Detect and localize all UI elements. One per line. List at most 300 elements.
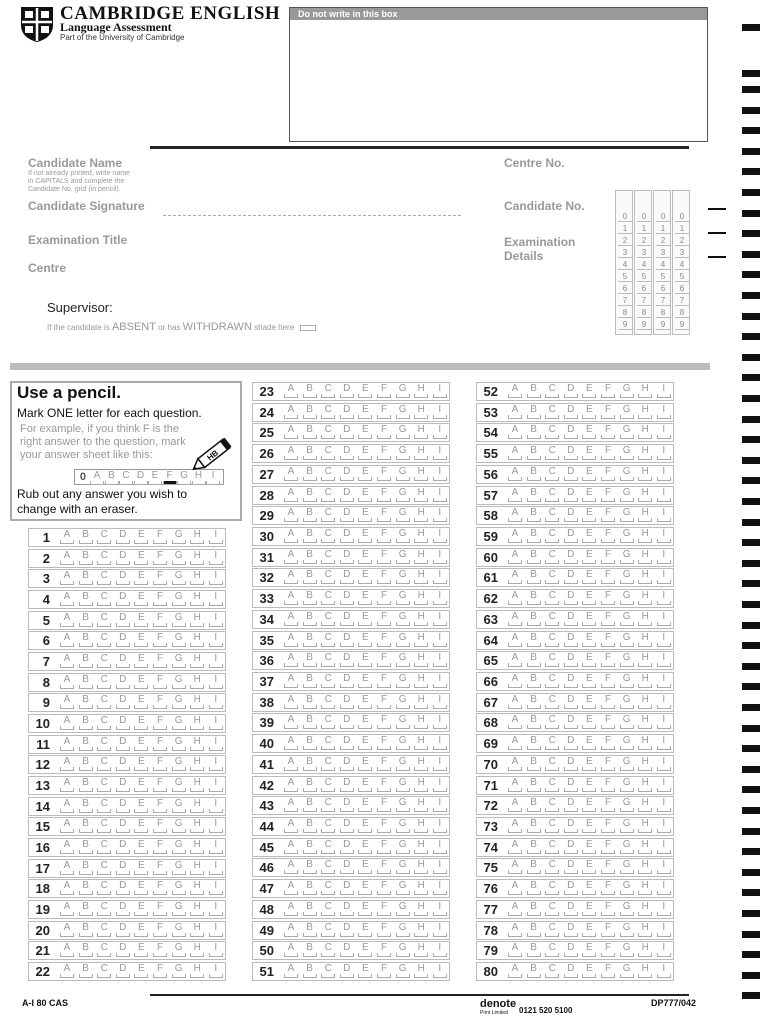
- candidate-digit[interactable]: 4: [675, 260, 689, 270]
- answer-option-c[interactable]: [96, 963, 112, 980]
- candidate-digit[interactable]: 7: [656, 296, 670, 306]
- answer-option-h[interactable]: [189, 963, 205, 980]
- answer-option-e[interactable]: [133, 674, 149, 691]
- answer-option-g[interactable]: [395, 839, 411, 856]
- answer-option-g[interactable]: [171, 756, 187, 773]
- answer-option-g[interactable]: [395, 942, 411, 959]
- answer-option-e[interactable]: [133, 529, 149, 546]
- answer-option-f[interactable]: [376, 818, 392, 835]
- answer-option-g[interactable]: [619, 694, 635, 711]
- answer-option-c[interactable]: [320, 487, 336, 504]
- answer-option-b[interactable]: [526, 797, 542, 814]
- answer-option-c[interactable]: [320, 694, 336, 711]
- answer-option-a[interactable]: [59, 736, 75, 753]
- candidate-digit[interactable]: 4: [656, 260, 670, 270]
- answer-option-d[interactable]: [115, 550, 131, 567]
- answer-option-a[interactable]: [59, 777, 75, 794]
- answer-option-h[interactable]: [189, 756, 205, 773]
- answer-option-i[interactable]: [208, 612, 224, 629]
- answer-option-i[interactable]: [656, 735, 672, 752]
- answer-option-e[interactable]: [581, 404, 597, 421]
- answer-option-c[interactable]: [544, 963, 560, 980]
- answer-option-e[interactable]: [357, 487, 373, 504]
- answer-option-d[interactable]: [563, 714, 579, 731]
- answer-option-c[interactable]: [96, 715, 112, 732]
- answer-option-h[interactable]: [637, 383, 653, 400]
- answer-option-e[interactable]: [581, 714, 597, 731]
- answer-option-b[interactable]: [302, 694, 318, 711]
- answer-option-d[interactable]: [563, 590, 579, 607]
- answer-option-h[interactable]: [637, 756, 653, 773]
- answer-option-e[interactable]: [133, 736, 149, 753]
- answer-option-i[interactable]: [432, 714, 448, 731]
- answer-option-g[interactable]: [395, 735, 411, 752]
- answer-option-h[interactable]: [413, 487, 429, 504]
- answer-option-g[interactable]: [395, 424, 411, 441]
- candidate-digit[interactable]: 7: [637, 296, 651, 306]
- answer-option-i[interactable]: [432, 507, 448, 524]
- answer-option-g[interactable]: [395, 963, 411, 980]
- answer-option-d[interactable]: [563, 797, 579, 814]
- answer-option-d[interactable]: [115, 756, 131, 773]
- answer-option-i[interactable]: [208, 653, 224, 670]
- answer-option-a[interactable]: [283, 694, 299, 711]
- answer-option-e[interactable]: [357, 797, 373, 814]
- answer-option-e[interactable]: [133, 550, 149, 567]
- answer-option-f[interactable]: [600, 487, 616, 504]
- answer-option-d[interactable]: [563, 922, 579, 939]
- answer-option-c[interactable]: [544, 487, 560, 504]
- answer-option-g[interactable]: [619, 590, 635, 607]
- answer-option-b[interactable]: [526, 839, 542, 856]
- answer-option-h[interactable]: [413, 714, 429, 731]
- answer-option-f[interactable]: [152, 777, 168, 794]
- answer-option-b[interactable]: [302, 880, 318, 897]
- answer-option-b[interactable]: [526, 673, 542, 690]
- answer-option-c[interactable]: [96, 550, 112, 567]
- answer-option-c[interactable]: [544, 549, 560, 566]
- answer-option-g[interactable]: [395, 777, 411, 794]
- answer-option-h[interactable]: [413, 590, 429, 607]
- answer-option-a[interactable]: [507, 922, 523, 939]
- answer-option-d[interactable]: [339, 735, 355, 752]
- answer-option-h[interactable]: [189, 674, 205, 691]
- answer-option-e[interactable]: [357, 922, 373, 939]
- answer-option-b[interactable]: [302, 611, 318, 628]
- answer-option-d[interactable]: [339, 777, 355, 794]
- answer-option-d[interactable]: [115, 777, 131, 794]
- answer-option-d[interactable]: [339, 942, 355, 959]
- answer-option-b[interactable]: [302, 777, 318, 794]
- answer-option-e[interactable]: [581, 818, 597, 835]
- answer-option-i[interactable]: [656, 922, 672, 939]
- answer-option-f[interactable]: [376, 714, 392, 731]
- answer-option-b[interactable]: [302, 652, 318, 669]
- answer-option-h[interactable]: [189, 570, 205, 587]
- answer-option-i[interactable]: [656, 673, 672, 690]
- answer-option-g[interactable]: [395, 404, 411, 421]
- answer-option-d[interactable]: [115, 880, 131, 897]
- answer-option-e[interactable]: [133, 798, 149, 815]
- answer-option-a[interactable]: [507, 549, 523, 566]
- answer-option-f[interactable]: [376, 528, 392, 545]
- answer-option-b[interactable]: [526, 507, 542, 524]
- answer-option-i[interactable]: [432, 549, 448, 566]
- answer-option-i[interactable]: [656, 859, 672, 876]
- answer-option-h[interactable]: [189, 591, 205, 608]
- answer-option-c[interactable]: [320, 549, 336, 566]
- answer-option-a[interactable]: [507, 404, 523, 421]
- answer-option-i[interactable]: [656, 777, 672, 794]
- candidate-digit[interactable]: 6: [656, 284, 670, 294]
- answer-option-a[interactable]: [283, 528, 299, 545]
- answer-option-e[interactable]: [357, 694, 373, 711]
- answer-option-c[interactable]: [544, 735, 560, 752]
- answer-option-d[interactable]: [339, 466, 355, 483]
- answer-option-a[interactable]: [59, 694, 75, 711]
- answer-option-g[interactable]: [619, 383, 635, 400]
- answer-option-d[interactable]: [115, 653, 131, 670]
- answer-option-h[interactable]: [189, 694, 205, 711]
- answer-option-c[interactable]: [544, 922, 560, 939]
- answer-option-b[interactable]: [526, 445, 542, 462]
- answer-option-a[interactable]: [283, 487, 299, 504]
- answer-option-e[interactable]: [133, 839, 149, 856]
- answer-option-c[interactable]: [544, 507, 560, 524]
- answer-option-g[interactable]: [619, 466, 635, 483]
- answer-option-c[interactable]: [320, 404, 336, 421]
- answer-option-b[interactable]: [302, 507, 318, 524]
- answer-option-g[interactable]: [395, 880, 411, 897]
- candidate-digit[interactable]: 9: [656, 320, 670, 330]
- answer-option-i[interactable]: [656, 880, 672, 897]
- answer-option-d[interactable]: [115, 591, 131, 608]
- answer-option-g[interactable]: [171, 922, 187, 939]
- candidate-digit[interactable]: 6: [637, 284, 651, 294]
- answer-option-i[interactable]: [432, 797, 448, 814]
- answer-option-g[interactable]: [619, 652, 635, 669]
- answer-option-c[interactable]: [96, 756, 112, 773]
- answer-option-f[interactable]: [600, 632, 616, 649]
- answer-option-f[interactable]: [152, 674, 168, 691]
- answer-option-f[interactable]: [600, 652, 616, 669]
- answer-option-g[interactable]: [171, 550, 187, 567]
- answer-option-f[interactable]: [600, 528, 616, 545]
- answer-option-i[interactable]: [656, 569, 672, 586]
- answer-option-b[interactable]: [78, 529, 94, 546]
- answer-option-c[interactable]: [96, 880, 112, 897]
- answer-option-h[interactable]: [637, 424, 653, 441]
- answer-option-g[interactable]: [171, 901, 187, 918]
- answer-option-d[interactable]: [339, 797, 355, 814]
- answer-option-c[interactable]: [544, 383, 560, 400]
- answer-option-i[interactable]: [656, 404, 672, 421]
- answer-option-e[interactable]: [133, 922, 149, 939]
- answer-option-c[interactable]: [544, 756, 560, 773]
- answer-option-e[interactable]: [581, 528, 597, 545]
- answer-option-h[interactable]: [637, 942, 653, 959]
- answer-option-e[interactable]: [357, 549, 373, 566]
- answer-option-f[interactable]: [376, 859, 392, 876]
- answer-option-h[interactable]: [189, 798, 205, 815]
- answer-option-i[interactable]: [656, 756, 672, 773]
- answer-option-f[interactable]: [600, 694, 616, 711]
- answer-option-f[interactable]: [600, 673, 616, 690]
- answer-option-g[interactable]: [619, 673, 635, 690]
- answer-option-f[interactable]: [376, 507, 392, 524]
- answer-option-d[interactable]: [339, 963, 355, 980]
- answer-option-i[interactable]: [656, 652, 672, 669]
- answer-option-i[interactable]: [208, 963, 224, 980]
- answer-option-f[interactable]: [600, 859, 616, 876]
- answer-option-c[interactable]: [96, 942, 112, 959]
- answer-option-h[interactable]: [413, 797, 429, 814]
- answer-option-f[interactable]: [376, 632, 392, 649]
- absent-shade-box[interactable]: [300, 325, 316, 331]
- answer-option-h[interactable]: [637, 839, 653, 856]
- answer-option-f[interactable]: [600, 404, 616, 421]
- answer-option-b[interactable]: [526, 404, 542, 421]
- answer-option-b[interactable]: [78, 570, 94, 587]
- answer-option-c[interactable]: [320, 714, 336, 731]
- answer-option-h[interactable]: [189, 922, 205, 939]
- answer-option-a[interactable]: [283, 611, 299, 628]
- answer-option-h[interactable]: [189, 632, 205, 649]
- answer-option-h[interactable]: [413, 383, 429, 400]
- answer-option-h[interactable]: [637, 632, 653, 649]
- answer-option-c[interactable]: [320, 528, 336, 545]
- answer-option-f[interactable]: [376, 590, 392, 607]
- answer-option-a[interactable]: [507, 735, 523, 752]
- answer-option-b[interactable]: [302, 901, 318, 918]
- answer-option-h[interactable]: [189, 880, 205, 897]
- answer-option-h[interactable]: [413, 611, 429, 628]
- answer-option-d[interactable]: [115, 963, 131, 980]
- answer-option-c[interactable]: [544, 611, 560, 628]
- answer-option-i[interactable]: [208, 550, 224, 567]
- answer-option-d[interactable]: [115, 901, 131, 918]
- answer-option-h[interactable]: [413, 549, 429, 566]
- answer-option-d[interactable]: [339, 569, 355, 586]
- candidate-digit[interactable]: 0: [637, 212, 651, 222]
- answer-option-i[interactable]: [432, 611, 448, 628]
- answer-option-a[interactable]: [59, 963, 75, 980]
- answer-option-a[interactable]: [59, 901, 75, 918]
- answer-option-h[interactable]: [189, 777, 205, 794]
- answer-option-c[interactable]: [544, 424, 560, 441]
- answer-option-i[interactable]: [432, 777, 448, 794]
- answer-option-f[interactable]: [152, 715, 168, 732]
- answer-option-g[interactable]: [619, 880, 635, 897]
- answer-option-f[interactable]: [152, 922, 168, 939]
- answer-option-g[interactable]: [395, 466, 411, 483]
- answer-option-d[interactable]: [339, 507, 355, 524]
- answer-option-d[interactable]: [339, 549, 355, 566]
- answer-option-a[interactable]: [283, 880, 299, 897]
- answer-option-h[interactable]: [637, 694, 653, 711]
- answer-option-c[interactable]: [544, 839, 560, 856]
- answer-option-f[interactable]: [376, 673, 392, 690]
- candidate-digit[interactable]: 1: [618, 224, 632, 234]
- answer-option-g[interactable]: [171, 880, 187, 897]
- answer-option-f[interactable]: [152, 756, 168, 773]
- answer-option-g[interactable]: [619, 735, 635, 752]
- answer-option-h[interactable]: [189, 860, 205, 877]
- answer-option-h[interactable]: [637, 673, 653, 690]
- answer-option-g[interactable]: [395, 632, 411, 649]
- answer-option-a[interactable]: [59, 612, 75, 629]
- answer-option-f[interactable]: [152, 694, 168, 711]
- answer-option-g[interactable]: [171, 963, 187, 980]
- answer-option-a[interactable]: [283, 507, 299, 524]
- answer-option-b[interactable]: [78, 839, 94, 856]
- answer-option-g[interactable]: [395, 528, 411, 545]
- answer-option-i[interactable]: [656, 590, 672, 607]
- answer-option-d[interactable]: [563, 404, 579, 421]
- answer-option-d[interactable]: [563, 507, 579, 524]
- answer-option-h[interactable]: [637, 549, 653, 566]
- answer-option-c[interactable]: [320, 963, 336, 980]
- answer-option-c[interactable]: [544, 859, 560, 876]
- answer-option-h[interactable]: [637, 714, 653, 731]
- answer-option-b[interactable]: [302, 756, 318, 773]
- answer-option-f[interactable]: [600, 590, 616, 607]
- answer-option-i[interactable]: [432, 445, 448, 462]
- candidate-digit[interactable]: 3: [675, 248, 689, 258]
- answer-option-f[interactable]: [376, 569, 392, 586]
- answer-option-a[interactable]: [59, 942, 75, 959]
- answer-option-b[interactable]: [526, 632, 542, 649]
- answer-option-c[interactable]: [320, 859, 336, 876]
- answer-option-g[interactable]: [171, 777, 187, 794]
- answer-option-b[interactable]: [78, 550, 94, 567]
- answer-option-f[interactable]: [376, 735, 392, 752]
- answer-option-f[interactable]: [152, 839, 168, 856]
- answer-option-g[interactable]: [619, 487, 635, 504]
- answer-option-i[interactable]: [432, 487, 448, 504]
- answer-option-g[interactable]: [619, 797, 635, 814]
- candidate-digit[interactable]: 0: [618, 212, 632, 222]
- answer-option-a[interactable]: [59, 632, 75, 649]
- answer-option-c[interactable]: [320, 880, 336, 897]
- answer-option-d[interactable]: [115, 942, 131, 959]
- answer-option-h[interactable]: [637, 797, 653, 814]
- answer-option-e[interactable]: [581, 880, 597, 897]
- answer-option-f[interactable]: [152, 736, 168, 753]
- answer-option-d[interactable]: [339, 859, 355, 876]
- answer-option-b[interactable]: [78, 880, 94, 897]
- answer-option-h[interactable]: [413, 735, 429, 752]
- answer-option-d[interactable]: [563, 487, 579, 504]
- candidate-digit[interactable]: 7: [675, 296, 689, 306]
- answer-option-e[interactable]: [581, 383, 597, 400]
- candidate-digit[interactable]: 5: [675, 272, 689, 282]
- answer-option-g[interactable]: [395, 673, 411, 690]
- answer-option-e[interactable]: [357, 901, 373, 918]
- answer-option-h[interactable]: [189, 818, 205, 835]
- answer-option-f[interactable]: [600, 549, 616, 566]
- answer-option-b[interactable]: [78, 612, 94, 629]
- answer-option-g[interactable]: [171, 839, 187, 856]
- answer-option-a[interactable]: [283, 714, 299, 731]
- candidate-digit[interactable]: 3: [618, 248, 632, 258]
- answer-option-g[interactable]: [619, 942, 635, 959]
- answer-option-f[interactable]: [376, 880, 392, 897]
- answer-option-h[interactable]: [413, 859, 429, 876]
- answer-option-i[interactable]: [208, 839, 224, 856]
- answer-option-i[interactable]: [432, 735, 448, 752]
- answer-option-a[interactable]: [507, 880, 523, 897]
- answer-option-a[interactable]: [59, 715, 75, 732]
- answer-option-c[interactable]: [544, 777, 560, 794]
- answer-option-b[interactable]: [526, 652, 542, 669]
- answer-option-g[interactable]: [395, 383, 411, 400]
- answer-option-b[interactable]: [526, 901, 542, 918]
- answer-option-b[interactable]: [302, 424, 318, 441]
- answer-option-g[interactable]: [619, 901, 635, 918]
- answer-option-i[interactable]: [208, 901, 224, 918]
- answer-option-e[interactable]: [581, 549, 597, 566]
- answer-option-c[interactable]: [320, 777, 336, 794]
- answer-option-h[interactable]: [189, 942, 205, 959]
- candidate-digit[interactable]: 4: [618, 260, 632, 270]
- answer-option-c[interactable]: [320, 735, 336, 752]
- answer-option-f[interactable]: [600, 942, 616, 959]
- answer-option-e[interactable]: [357, 673, 373, 690]
- answer-option-f[interactable]: [376, 466, 392, 483]
- answer-option-a[interactable]: [59, 818, 75, 835]
- answer-option-c[interactable]: [544, 673, 560, 690]
- answer-option-b[interactable]: [78, 674, 94, 691]
- answer-option-i[interactable]: [208, 942, 224, 959]
- answer-option-f[interactable]: [376, 797, 392, 814]
- answer-option-g[interactable]: [395, 714, 411, 731]
- answer-option-d[interactable]: [339, 487, 355, 504]
- answer-option-c[interactable]: [320, 632, 336, 649]
- answer-option-i[interactable]: [656, 818, 672, 835]
- answer-option-e[interactable]: [357, 424, 373, 441]
- answer-option-e[interactable]: [133, 694, 149, 711]
- answer-option-g[interactable]: [619, 549, 635, 566]
- answer-option-a[interactable]: [507, 963, 523, 980]
- answer-option-h[interactable]: [189, 839, 205, 856]
- answer-option-f[interactable]: [376, 756, 392, 773]
- answer-option-b[interactable]: [302, 404, 318, 421]
- answer-option-h[interactable]: [413, 818, 429, 835]
- answer-option-e[interactable]: [581, 963, 597, 980]
- answer-option-f[interactable]: [376, 901, 392, 918]
- answer-option-d[interactable]: [339, 922, 355, 939]
- candidate-digit[interactable]: 8: [618, 308, 632, 318]
- answer-option-f[interactable]: [600, 735, 616, 752]
- answer-option-h[interactable]: [189, 901, 205, 918]
- answer-option-i[interactable]: [656, 611, 672, 628]
- answer-option-e[interactable]: [581, 859, 597, 876]
- answer-option-e[interactable]: [357, 466, 373, 483]
- answer-option-f[interactable]: [152, 550, 168, 567]
- answer-option-b[interactable]: [78, 818, 94, 835]
- answer-option-g[interactable]: [619, 528, 635, 545]
- answer-option-b[interactable]: [302, 942, 318, 959]
- answer-option-f[interactable]: [600, 569, 616, 586]
- answer-option-a[interactable]: [59, 591, 75, 608]
- answer-option-a[interactable]: [507, 694, 523, 711]
- answer-option-g[interactable]: [619, 963, 635, 980]
- answer-option-i[interactable]: [432, 632, 448, 649]
- answer-option-e[interactable]: [357, 611, 373, 628]
- answer-option-a[interactable]: [283, 922, 299, 939]
- answer-option-f[interactable]: [376, 839, 392, 856]
